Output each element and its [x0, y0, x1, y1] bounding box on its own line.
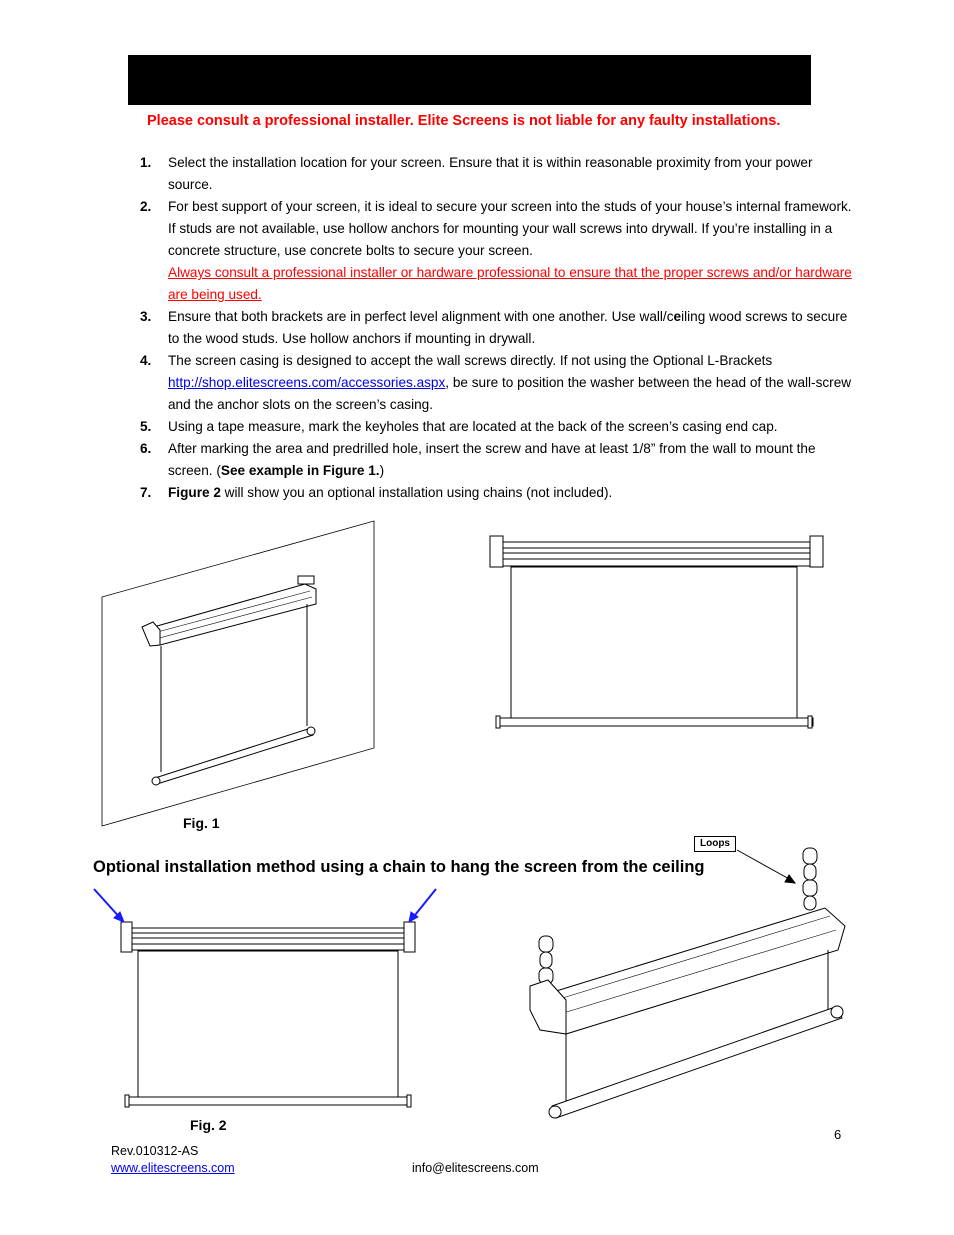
- step-text: ): [379, 463, 385, 478]
- bracket-right: [298, 576, 314, 584]
- bottom-bar: [497, 718, 813, 726]
- step-number: 3.: [140, 309, 152, 324]
- step-text: Ensure that both brackets are in perfect level alignment with one another. Use wall/c: [168, 309, 674, 324]
- fig2-front-view-illustration: [94, 889, 436, 1107]
- bracket-left: [490, 536, 503, 567]
- step-number: 6.: [140, 441, 152, 456]
- step-text: , be sure to position the washer between the head of the wall-screw and the anchor slots on the screen’s casing.: [168, 375, 852, 412]
- fig1-label: Fig. 1: [183, 815, 220, 831]
- page-number: 6: [834, 1127, 842, 1142]
- loops-pointer-arrow: [737, 850, 791, 880]
- step-text-bold: See example in Figure 1.: [220, 463, 380, 478]
- bracket-right: [810, 536, 823, 567]
- step-text: For best support of your screen, it is ideal to secure your screen into the studs of your house’s internal framework. If studs are not available, use hollow anchors for mounting your wall screws into drywall. If you’re installing in a concrete structure, use concrete bolts to secure your screen.: [168, 199, 852, 258]
- email-address: info@elitescreens.com: [412, 1161, 539, 1175]
- loops-label: Loops: [694, 836, 736, 852]
- professional-note: Always consult a professional installer or hardware professional to ensure that the proper screws and/or hardware are being used.: [168, 265, 852, 302]
- screen-casing: [148, 584, 316, 645]
- chain-hung-perspective-illustration: [530, 848, 845, 1118]
- revision-code: Rev.010312-AS: [111, 1144, 199, 1158]
- step-number: 1.: [140, 155, 152, 170]
- step-number: 7.: [140, 485, 152, 500]
- screen-casing: [550, 908, 845, 1034]
- step-text-bold: Figure 2: [168, 485, 221, 500]
- casing-top: [497, 542, 817, 566]
- chain-right: [803, 848, 817, 910]
- front-view-illustration: [490, 536, 823, 728]
- website-link[interactable]: www.elitescreens.com: [111, 1161, 235, 1175]
- accessories-link[interactable]: http://shop.elitescreens.com/accessories.aspx: [168, 375, 446, 390]
- casing-top: [126, 928, 412, 950]
- end-cap-left: [530, 980, 566, 1034]
- step-text: iling wood screws to secure to the wood studs. Use hollow anchors if mounting in drywall.: [168, 309, 848, 346]
- bottom-bar: [127, 1097, 409, 1105]
- bracket-left: [121, 922, 132, 952]
- section-heading: Optional installation method using a chain to hang the screen from the ceiling: [93, 858, 705, 876]
- step-text-bold: e: [673, 309, 682, 324]
- fig1-wall-mount-illustration: [102, 521, 374, 826]
- step-text: Select the installation location for your screen. Ensure that it is within reasonable proximity from your power source.: [168, 155, 813, 192]
- step-number: 4.: [140, 353, 152, 368]
- bracket-right: [404, 922, 415, 952]
- step-text: will show you an optional installation using chains (not included).: [220, 485, 613, 500]
- chain-left: [539, 936, 553, 984]
- step-number: 2.: [140, 199, 152, 214]
- installer-warning: Please consult a professional installer. Elite Screens is not liable for any faulty installations.: [147, 113, 781, 129]
- bottom-bar: [155, 728, 313, 784]
- step-number: 5.: [140, 419, 152, 434]
- step-text: The screen casing is designed to accept the wall screws directly. If not using the Optional L-Brackets: [168, 353, 773, 368]
- screen-surface: [138, 951, 398, 1097]
- step-text: Using a tape measure, mark the keyholes that are located at the back of the screen’s casing end cap.: [168, 419, 778, 434]
- screen-surface: [511, 567, 797, 718]
- wall-panel: [102, 521, 374, 826]
- fig2-label: Fig. 2: [190, 1117, 227, 1133]
- step-text: After marking the area and predrilled hole, insert the screw and have at least 1/8” from the wall to mount the screen. (: [168, 441, 816, 478]
